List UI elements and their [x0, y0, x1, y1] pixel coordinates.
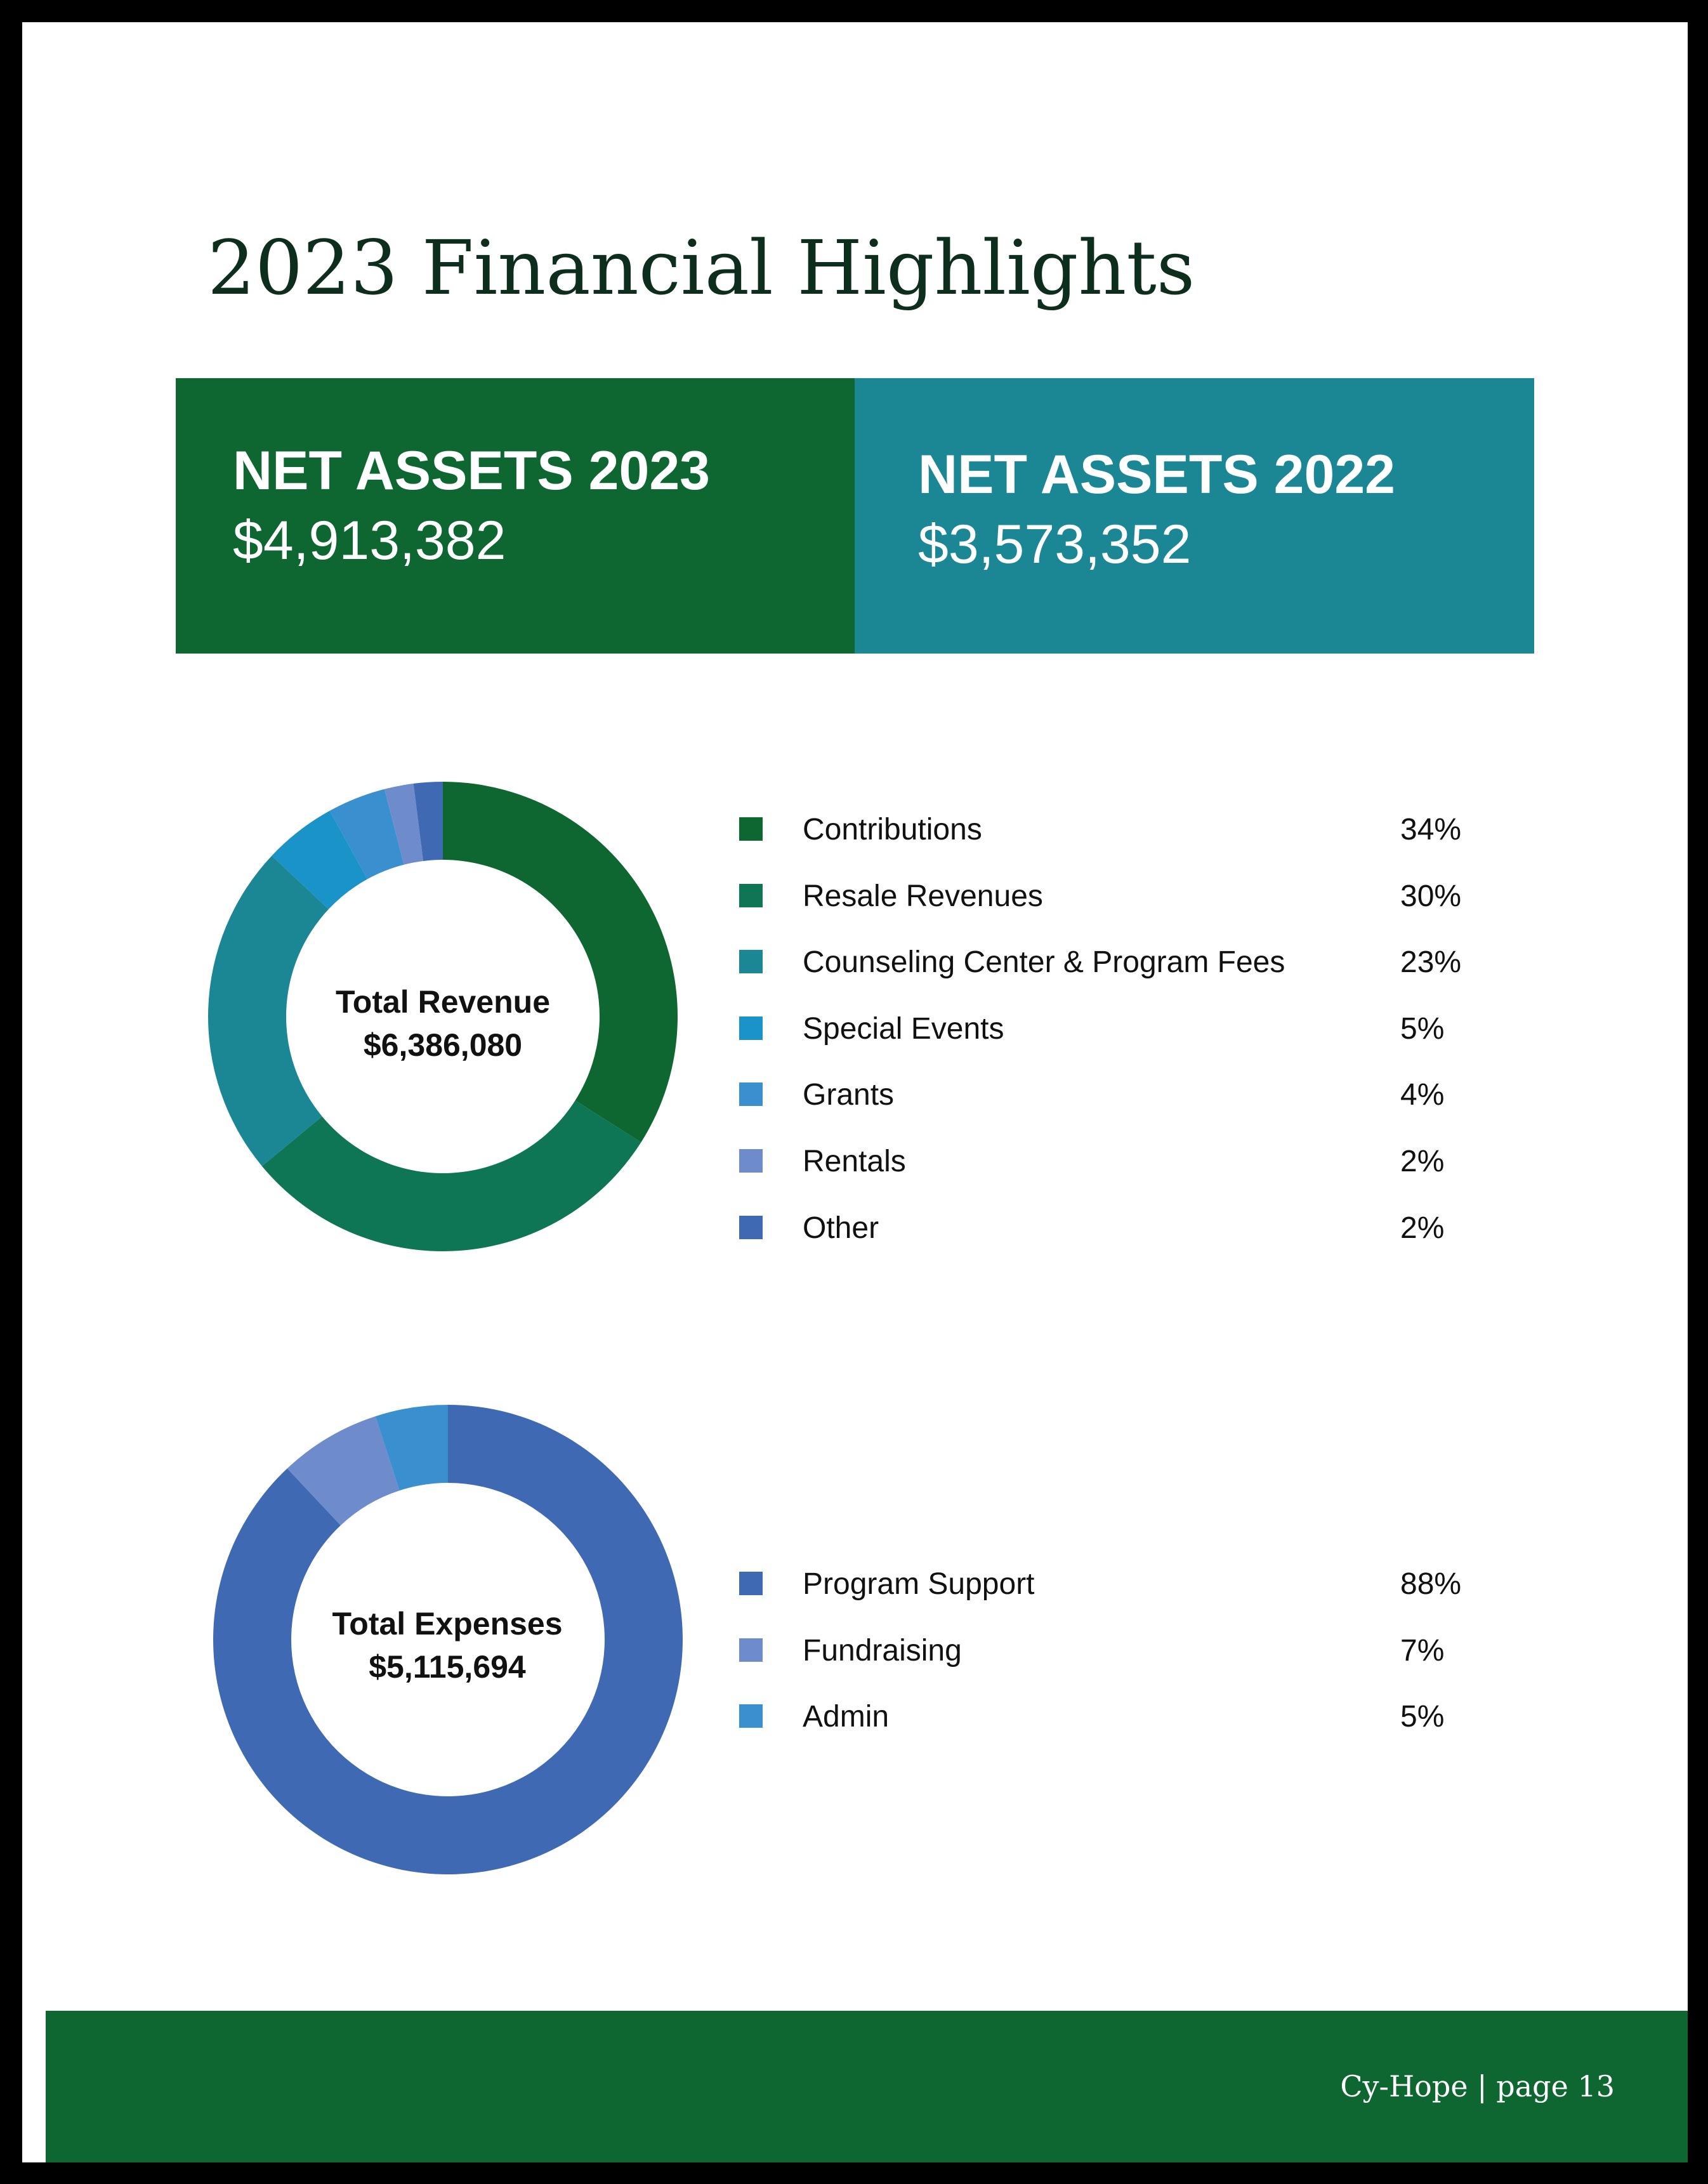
revenue-legend-label: Other: [803, 1211, 879, 1245]
expenses-legend-item: [739, 1700, 1564, 1771]
revenue-slice-resale-revenues: [262, 1100, 641, 1251]
revenue-center-total: $6,386,080: [363, 1027, 523, 1063]
net-assets-2023-value: $4,913,382: [233, 510, 506, 571]
revenue-legend-swatch: [739, 817, 763, 841]
revenue-legend-item: [739, 1211, 1564, 1282]
expenses-legend-label: Fundraising: [803, 1633, 962, 1668]
expenses-legend-item: [739, 1633, 1564, 1705]
expenses-legend-percent: 5%: [1400, 1700, 1445, 1734]
revenue-legend-label: Contributions: [803, 813, 982, 846]
expenses-legend-swatch: [739, 1572, 763, 1595]
expenses-legend-percent: 88%: [1400, 1567, 1462, 1601]
revenue-legend-swatch: [739, 1216, 763, 1239]
net-assets-2022-label: NET ASSETS 2022: [918, 444, 1395, 505]
revenue-center-title: Total Revenue: [335, 984, 551, 1020]
revenue-legend-label: Resale Revenues: [803, 879, 1043, 913]
footer-page-label: Cy-Hope | page 13: [1340, 2069, 1615, 2103]
expenses-legend-swatch: [739, 1638, 763, 1662]
expenses-center-title: Total Expenses: [332, 1606, 563, 1641]
revenue-legend-item: [739, 813, 1564, 884]
revenue-legend-label: Counseling Center & Program Fees: [803, 945, 1285, 980]
revenue-legend-percent: 34%: [1400, 813, 1462, 846]
footer-bar: [46, 2011, 1688, 2162]
revenue-legend-percent: 23%: [1400, 945, 1462, 980]
revenue-legend-swatch: [739, 1149, 763, 1173]
expenses-legend-swatch: [739, 1704, 763, 1728]
revenue-legend-label: Grants: [803, 1078, 895, 1112]
page-title: 2023 Financial Highlights: [207, 224, 1195, 312]
revenue-legend-label: Rentals: [803, 1144, 906, 1178]
revenue-legend: [739, 813, 1564, 1282]
revenue-legend-item: [739, 1011, 1564, 1083]
revenue-legend-item: [739, 1144, 1564, 1216]
revenue-legend-swatch: [739, 884, 763, 907]
report-page: [22, 22, 1688, 2162]
expenses-legend-label: Admin: [803, 1700, 890, 1734]
expenses-legend-item: [739, 1567, 1564, 1638]
revenue-legend-percent: 4%: [1400, 1078, 1445, 1112]
net-assets-2023-label: NET ASSETS 2023: [233, 440, 710, 501]
expenses-center-label: [282, 1602, 612, 1688]
expenses-center-total: $5,115,694: [369, 1649, 526, 1685]
revenue-legend-percent: 5%: [1400, 1011, 1445, 1046]
expenses-legend-label: Program Support: [803, 1567, 1035, 1601]
revenue-legend-percent: 2%: [1400, 1211, 1445, 1245]
revenue-legend-item: [739, 945, 1564, 1016]
revenue-legend-swatch: [739, 1082, 763, 1106]
net-assets-2022-value: $3,573,352: [918, 514, 1192, 575]
revenue-legend-label: Special Events: [803, 1011, 1004, 1046]
revenue-slice-contributions: [443, 782, 678, 1142]
expenses-legend: [739, 1567, 1564, 1771]
revenue-legend-percent: 30%: [1400, 879, 1462, 913]
revenue-legend-percent: 2%: [1400, 1144, 1445, 1178]
net-assets-2022-box: [855, 378, 1534, 654]
revenue-legend-item: [739, 879, 1564, 951]
revenue-center-label: [278, 980, 608, 1067]
expenses-legend-percent: 7%: [1400, 1633, 1445, 1668]
revenue-legend-swatch: [739, 950, 763, 973]
revenue-legend-swatch: [739, 1016, 763, 1040]
net-assets-2023-box: [176, 378, 855, 654]
revenue-legend-item: [739, 1078, 1564, 1149]
